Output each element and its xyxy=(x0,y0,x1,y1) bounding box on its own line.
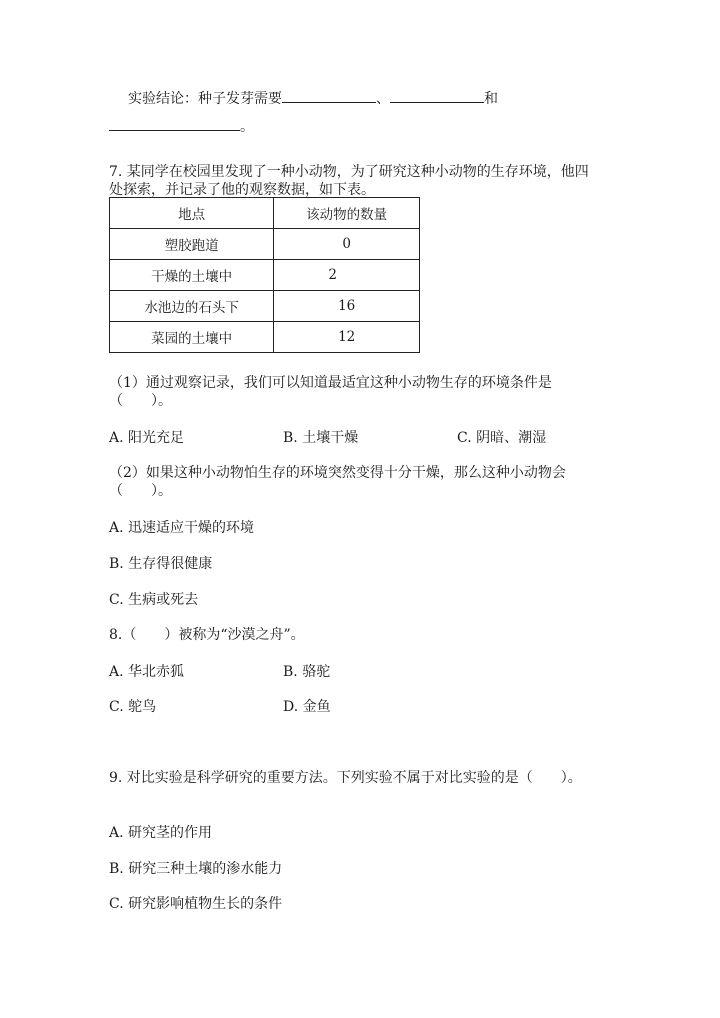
q7-sub1-stem-line1: （1）通过观察记录，我们可以知道最适宜这种小动物生存的环境条件是 xyxy=(109,375,552,391)
q7-sub2-option-c[interactable]: C. 生病或死去 xyxy=(109,592,199,608)
cell-location: 塑胶跑道 xyxy=(110,229,274,260)
cell-count: 12 xyxy=(274,322,420,353)
q9-option-b[interactable]: B. 研究三种土壤的渗水能力 xyxy=(109,861,283,877)
conclusion-separator: 、 xyxy=(376,91,390,107)
q7-sub2-stem-line1: （2）如果这种小动物怕生存的环境突然变得十分干燥，那么这种小动物会 xyxy=(109,465,566,481)
observation-table xyxy=(109,197,420,353)
q7-sub1-option-b[interactable]: B. 土壤干燥 xyxy=(283,430,359,446)
table-row xyxy=(110,322,420,353)
cell-count: 2 xyxy=(274,260,420,291)
cell-count: 0 xyxy=(274,229,420,260)
q9-option-c[interactable]: C. 研究影响植物生长的条件 xyxy=(109,896,283,912)
conclusion-line2 xyxy=(109,116,254,136)
table-header-row xyxy=(110,198,420,229)
q8-option-d[interactable]: D. 金鱼 xyxy=(283,699,331,715)
cell-location: 菜园的土壤中 xyxy=(110,322,274,353)
conclusion-prefix: 实验结论：种子发芽需要 xyxy=(128,91,282,107)
q7-sub1-stem-line2: （ ）。 xyxy=(109,393,172,409)
q8-option-b[interactable]: B. 骆驼 xyxy=(283,664,331,680)
q7-sub2-option-b[interactable]: B. 生存得很健康 xyxy=(109,556,213,572)
table-row xyxy=(110,260,420,291)
header-location: 地点 xyxy=(110,198,274,229)
q7-stem-line1: 7. 某同学在校园里发现了一种小动物，为了研究这种小动物的生存环境，他四 xyxy=(109,164,589,180)
header-count: 该动物的数量 xyxy=(274,198,420,229)
conclusion-end: 。 xyxy=(240,119,254,135)
q7-stem-line2: 处探索，并记录了他的观察数据，如下表。 xyxy=(109,182,375,198)
answer-blank-2[interactable] xyxy=(390,88,484,103)
q9-stem: 9. 对比实验是科学研究的重要方法。下列实验不属于对比实验的是（ ）。 xyxy=(109,770,582,786)
table-row xyxy=(110,291,420,322)
cell-location: 水池边的石头下 xyxy=(110,291,274,322)
conclusion-and: 和 xyxy=(484,91,498,107)
cell-location: 干燥的土壤中 xyxy=(110,260,274,291)
q9-option-a[interactable]: A. 研究茎的作用 xyxy=(109,825,213,841)
q8-stem: 8.（ ）被称为“沙漠之舟”。 xyxy=(109,627,305,643)
q8-option-c[interactable]: C. 鸵鸟 xyxy=(109,699,157,715)
answer-blank-1[interactable] xyxy=(282,88,376,103)
conclusion-line1 xyxy=(128,88,498,108)
table-row xyxy=(110,229,420,260)
q8-option-a[interactable]: A. 华北赤狐 xyxy=(109,664,185,680)
cell-count: 16 xyxy=(274,291,420,322)
q7-sub2-stem-line2: （ ）。 xyxy=(109,483,172,499)
q7-sub1-option-c[interactable]: C. 阴暗、潮湿 xyxy=(457,430,547,446)
q7-sub2-option-a[interactable]: A. 迅速适应干燥的环境 xyxy=(109,520,255,536)
q7-sub1-option-a[interactable]: A. 阳光充足 xyxy=(109,430,185,446)
answer-blank-3[interactable] xyxy=(109,116,240,131)
